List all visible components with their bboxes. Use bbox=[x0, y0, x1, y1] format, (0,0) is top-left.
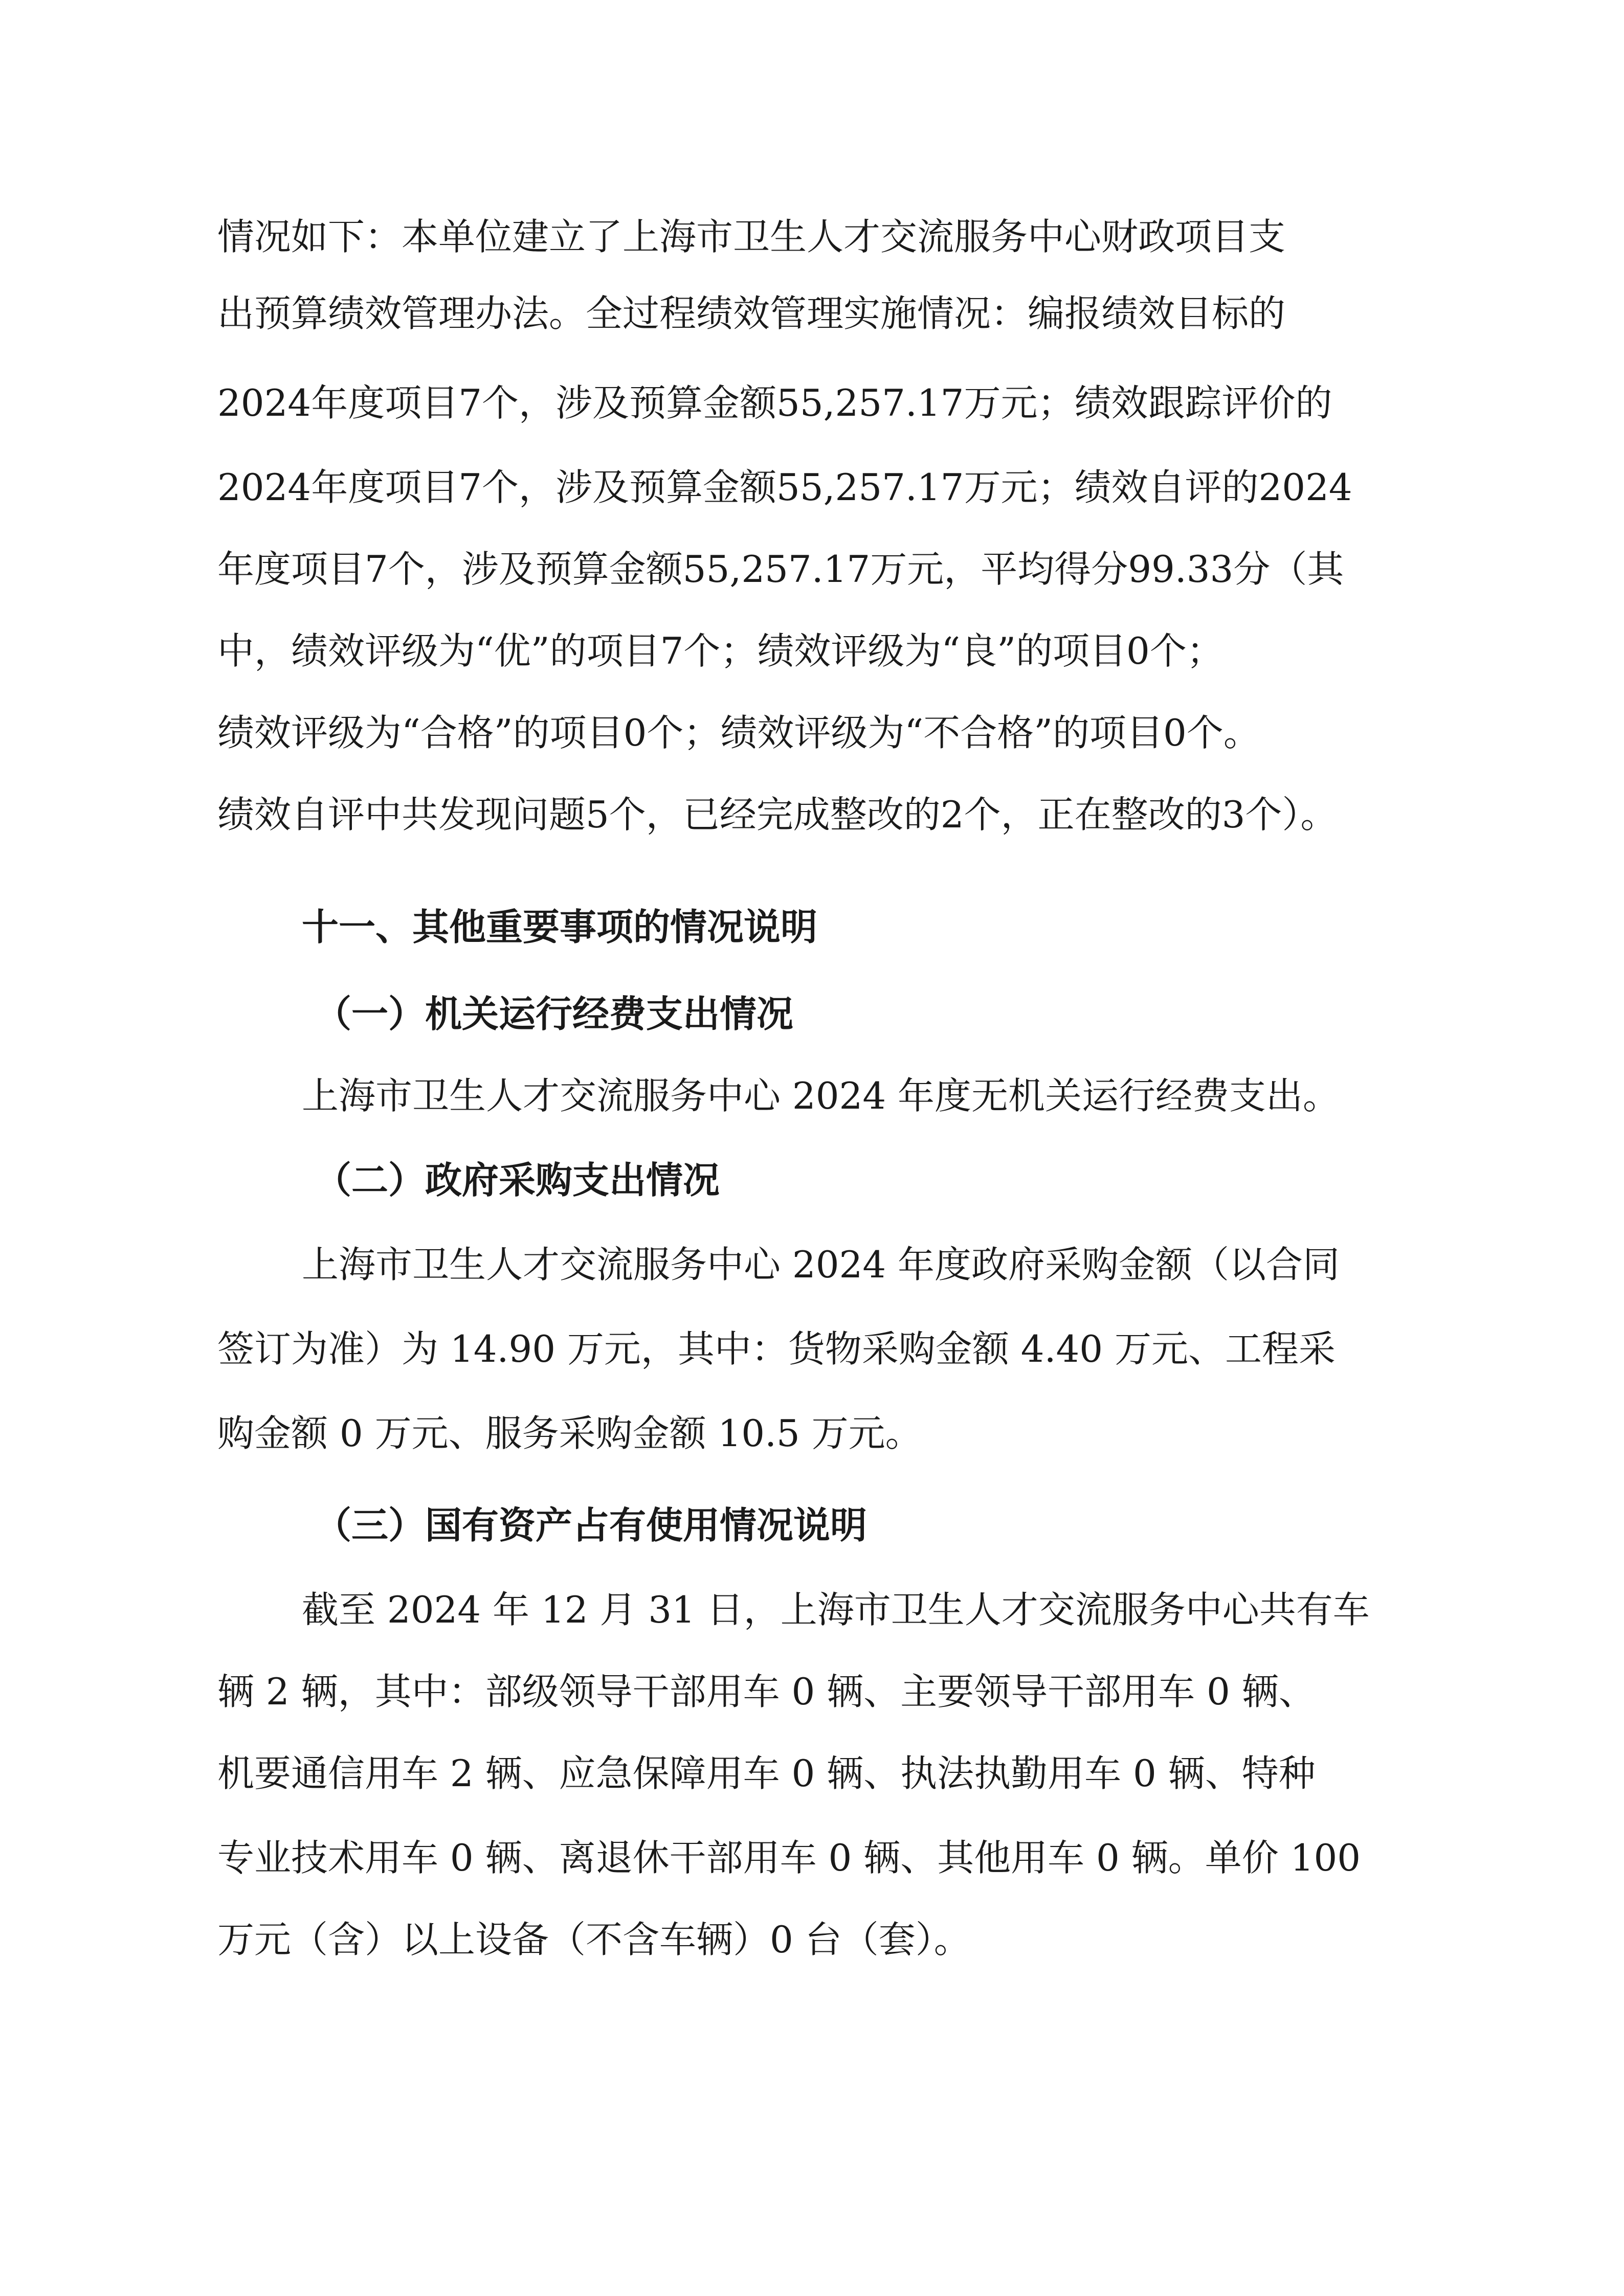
paragraph-line: 出预算绩效管理办法。全过程绩效管理实施情况：编报绩效目标的 bbox=[217, 292, 1286, 335]
subsection-heading: （二）政府采购支出情况 bbox=[315, 1159, 720, 1202]
paragraph-line: 专业技术用车 0 辆、离退休干部用车 0 辆、其他用车 0 辆。单价 100 bbox=[217, 1836, 1361, 1879]
paragraph-line: 万元（含）以上设备（不含车辆）0 台（套）。 bbox=[217, 1918, 971, 1961]
paragraph-line: 绩效评级为“合格”的项目0个；绩效评级为“不合格”的项目0个。 bbox=[217, 711, 1260, 754]
paragraph-line: 辆 2 辆，其中：部级领导干部用车 0 辆、主要领导干部用车 0 辆、 bbox=[217, 1670, 1316, 1713]
subsection-heading: （一）机关运行经费支出情况 bbox=[315, 993, 794, 1036]
paragraph-line: 签订为准）为 14.90 万元，其中：货物采购金额 4.40 万元、工程采 bbox=[217, 1327, 1336, 1370]
section-heading: 十一、其他重要事项的情况说明 bbox=[302, 906, 818, 949]
paragraph-line: 上海市卫生人才交流服务中心 2024 年度政府采购金额（以合同 bbox=[302, 1243, 1340, 1286]
paragraph-line: 2024年度项目7个，涉及预算金额55,257.17万元；绩效跟踪评价的 bbox=[217, 381, 1332, 424]
subsection-heading: （三）国有资产占有使用情况说明 bbox=[315, 1504, 867, 1547]
paragraph-line: 情况如下：本单位建立了上海市卫生人才交流服务中心财政项目支 bbox=[217, 215, 1286, 258]
paragraph-line: 截至 2024 年 12 月 31 日，上海市卫生人才交流服务中心共有车 bbox=[302, 1588, 1370, 1631]
paragraph-line: 上海市卫生人才交流服务中心 2024 年度无机关运行经费支出。 bbox=[302, 1074, 1340, 1117]
paragraph-line: 中，绩效评级为“优”的项目7个；绩效评级为“良”的项目0个； bbox=[217, 629, 1223, 672]
paragraph-line: 绩效自评中共发现问题5个，已经完成整改的2个，正在整改的3个）。 bbox=[217, 793, 1338, 836]
paragraph-line: 2024年度项目7个，涉及预算金额55,257.17万元；绩效自评的2024 bbox=[217, 466, 1352, 509]
paragraph-line: 机要通信用车 2 辆、应急保障用车 0 辆、执法执勤用车 0 辆、特种 bbox=[217, 1752, 1316, 1795]
paragraph-line: 购金额 0 万元、服务采购金额 10.5 万元。 bbox=[217, 1412, 922, 1455]
paragraph-line: 年度项目7个，涉及预算金额55,257.17万元，平均得分99.33分（其 bbox=[217, 548, 1344, 591]
